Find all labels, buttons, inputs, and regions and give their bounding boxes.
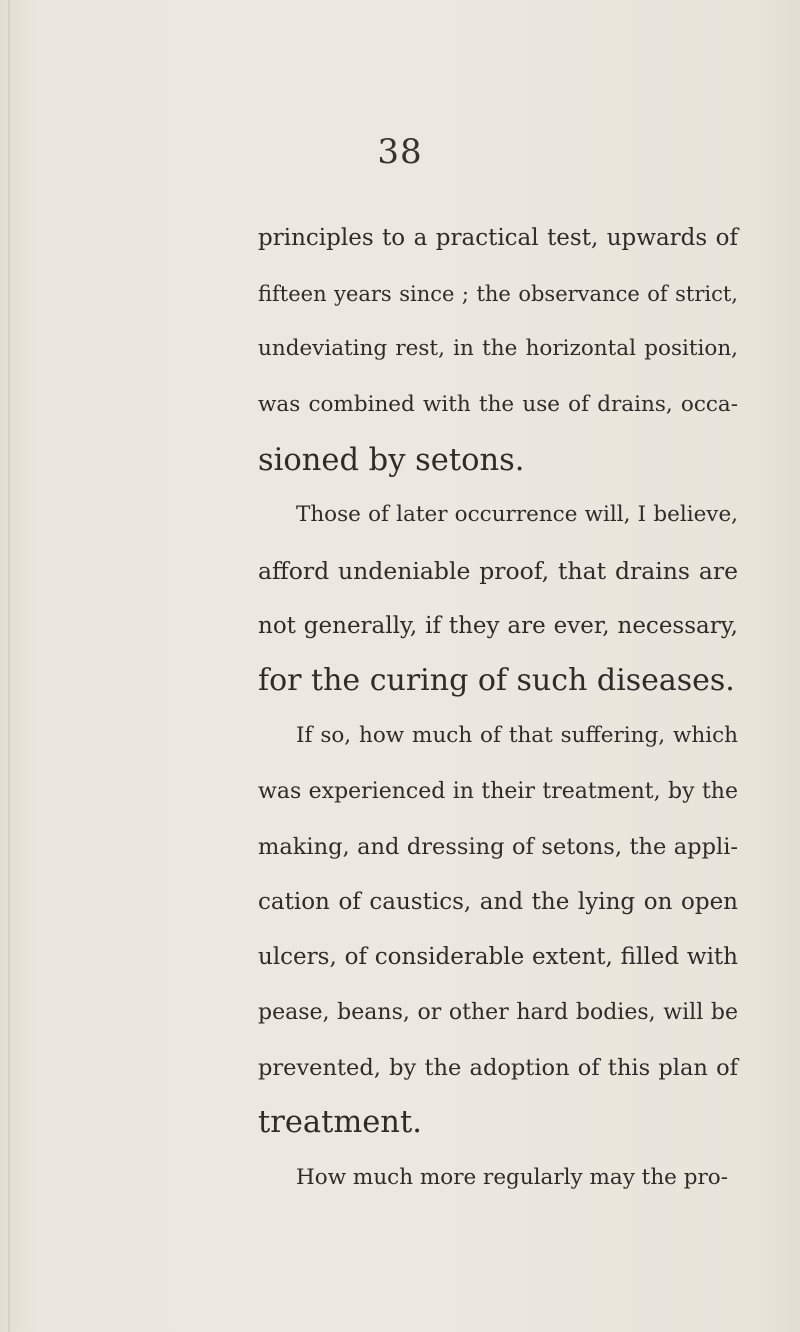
text-line: prevented, by the adoption of this plan of: [258, 1055, 738, 1081]
page-edge: [8, 0, 10, 1332]
text-line: Those of later occurrence will, I believe,: [296, 502, 738, 527]
text-line: treatment.: [258, 1105, 422, 1140]
text-line: How much more regularly may the pro-: [296, 1165, 728, 1190]
text-line: ulcers, of considerable extent, filled with: [258, 944, 738, 970]
text-line: principles to a practical test, upwards of: [258, 225, 738, 251]
text-line: was combined with the use of drains, occa-: [258, 392, 738, 417]
text-line: making, and dressing of setons, the appli-: [258, 834, 738, 860]
text-line: afford undeniable proof, that drains are: [258, 557, 738, 585]
text-line: If so, how much of that suffering, which: [296, 723, 738, 748]
page-number: 38: [377, 132, 423, 172]
text-line: cation of caustics, and the lying on open: [258, 889, 738, 915]
text-line: fifteen years since ; the observance of strict,: [258, 282, 738, 306]
text-line: was experienced in their treatment, by the: [258, 779, 738, 804]
text-line: not generally, if they are ever, necessary,: [258, 613, 738, 639]
text-line: undeviating rest, in the horizontal position,: [258, 336, 738, 361]
text-line: for the curing of such diseases.: [258, 663, 735, 698]
text-line: pease, beans, or other hard bodies, will be: [258, 1000, 738, 1025]
text-line: sioned by setons.: [258, 443, 525, 478]
